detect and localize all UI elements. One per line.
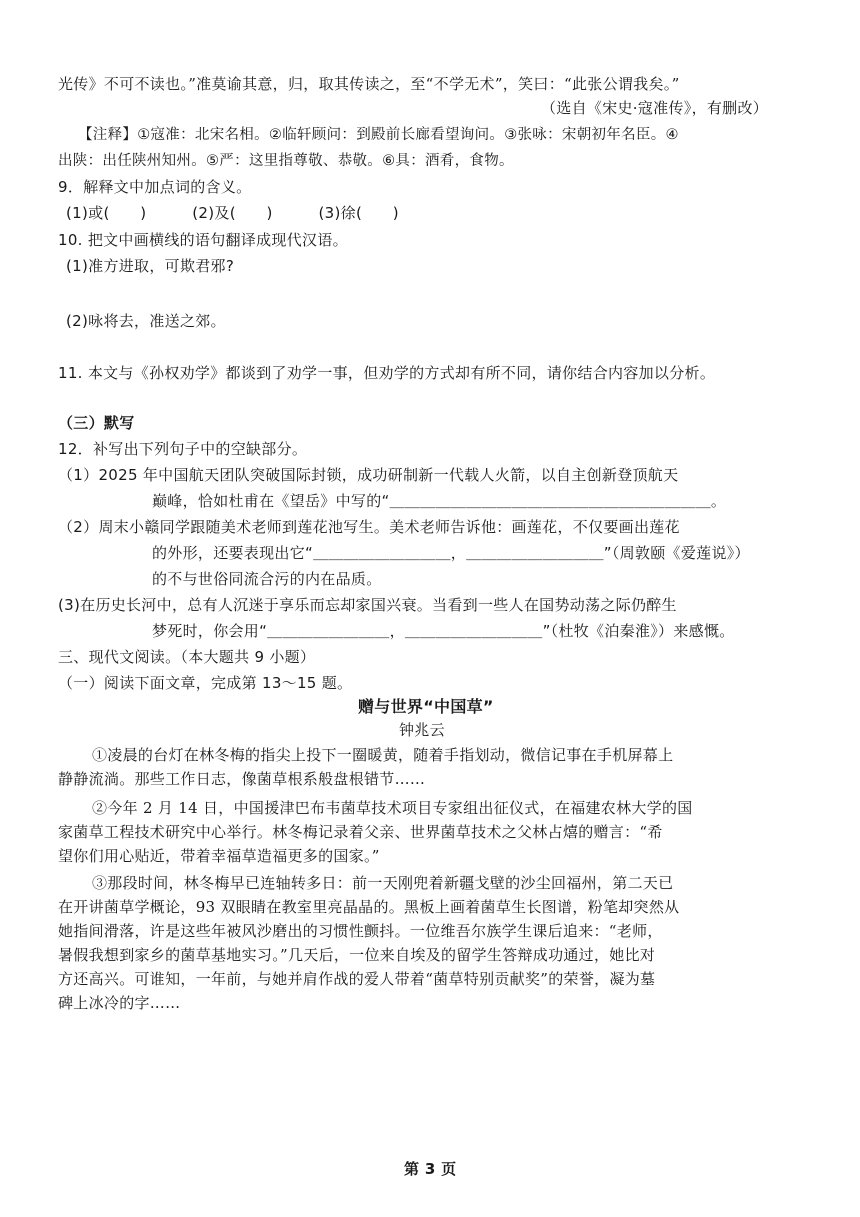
page-number: 第 3 页: [404, 1160, 457, 1178]
question-12-item-3-line: (3)在历史长河中，总有人沉迷于享乐而忘却家国兴衰。当看到一些人在国势动荡之际仍醉生: [58, 596, 677, 614]
article-paragraph-line: 方还高兴。可谁知，一年前，与她并肩作战的爱人带着“菌草特别贡献奖”的荣誉，凝为墓: [58, 970, 656, 988]
article-paragraph-line: ②今年 2 月 14 日，中国援津巴布韦菌草技术项目专家组出征仪式，在福建农林大学的国: [92, 799, 693, 817]
question-10-item-1: (1)准方进取，可欺君邪?: [66, 257, 235, 275]
classical-source: （选自《宋史·寇准传》，有删改）: [541, 99, 769, 117]
article-paragraph-line: 望你们用心贴近，带着幸福草造福更多的国家。”: [58, 847, 380, 865]
notes-line: 出陕：出任陕州知州。⑤严：这里指尊敬、恭敬。⑥具：酒肴，食物。: [58, 153, 514, 169]
question-11-stem: 11. 本文与《孙权劝学》都谈到了劝学一事，但劝学的方式却有所不同，请你结合内容加以分析。: [58, 364, 716, 382]
article-paragraph-line: 在开讲菌草学概论，93 双眼睛在教室里亮晶晶的。黑板上画着菌草生长图谱，粉笔却突然从: [58, 898, 680, 916]
part-3-heading: 三、现代文阅读。（本大题共 9 小题）: [58, 648, 316, 666]
article-paragraph-line: 她指间滑落，许是这些年被风沙磨出的习惯性颤抖。一位维吾尔族学生课后追来：“老师，: [58, 922, 663, 940]
article-paragraph-line: ①凌晨的台灯在林冬梅的指尖上投下一圈暖黄，随着手指划动，微信记事在手机屏幕上: [92, 746, 674, 764]
section-heading-dictation: （三）默写: [58, 414, 135, 432]
question-12-item-1-line: 巅峰，恰如杜甫在《望岳》中写的“＿＿＿＿＿＿＿＿＿＿＿＿＿＿＿＿＿＿＿＿＿。: [152, 492, 727, 510]
article-paragraph-line: ③那段时间，林冬梅早已连轴转多日：前一天刚兜着新疆戈壁的沙尘回福州，第二天已: [92, 874, 674, 892]
question-12-item-2-line: 的不与世俗同流合污的内在品质。: [152, 570, 382, 588]
question-12-item-1-line: （1）2025 年中国航天团队突破国际封锁，成功研制新一代载人火箭，以自主创新登顶航天: [58, 466, 679, 484]
article-paragraph-line: 暑假我想到家乡的菌草基地实习。”几天后，一位来自埃及的留学生答辩成功通过，她比对: [58, 946, 656, 964]
question-12-item-2-line: 的外形，还要表现出它“＿＿＿＿＿＿＿＿＿，＿＿＿＿＿＿＿＿＿”（周敦颐《爱莲说》）: [152, 544, 750, 562]
question-10-item-2: (2)咏将去，准送之郊。: [66, 312, 226, 330]
article-paragraph-line: 静静流淌。那些工作日志，像菌草根系般盘根错节……: [58, 770, 426, 788]
article-paragraph-line: 碑上冰冷的字……: [58, 994, 181, 1012]
reading-instruction: （一）阅读下面文章，完成第 13～15 题。: [58, 674, 353, 692]
question-12-item-3-line: 梦死时，你会用“＿＿＿＿＿＿＿＿，＿＿＿＿＿＿＿＿＿”（杜牧《泊秦淮》）来感慨。: [152, 622, 735, 640]
article-title: 赠与世界“中国草”: [358, 697, 494, 716]
article-author: 钟兆云: [399, 721, 445, 739]
article-paragraph-line: 家菌草工程技术研究中心举行。林冬梅记录着父亲、世界菌草技术之父林占熺的赠言：“希: [58, 823, 663, 841]
question-12-stem: 12．补写出下列句子中的空缺部分。: [58, 440, 308, 458]
notes-line: 【注释】①寇准：北宋名相。②临轩顾问：到殿前长廊看望询问。③张咏：宋朝初年名臣。④: [78, 127, 679, 143]
question-10-stem: 10. 把文中画横线的语句翻译成现代汉语。: [58, 231, 348, 249]
question-9-items: (1)或( ) (2)及( ) (3)徐( ): [66, 204, 399, 222]
classical-text-line: 光传》不可不读也。”准莫谕其意，归，取其传读之，至“不学无术”，笑曰：“此张公谓我矣。”: [58, 75, 680, 93]
question-12-item-2-line: （2）周末小赣同学跟随美术老师到莲花池写生。美术老师告诉他：画莲花，不仅要画出莲花: [58, 518, 680, 536]
question-9-stem: 9．解释文中加点词的含义。: [58, 178, 252, 196]
